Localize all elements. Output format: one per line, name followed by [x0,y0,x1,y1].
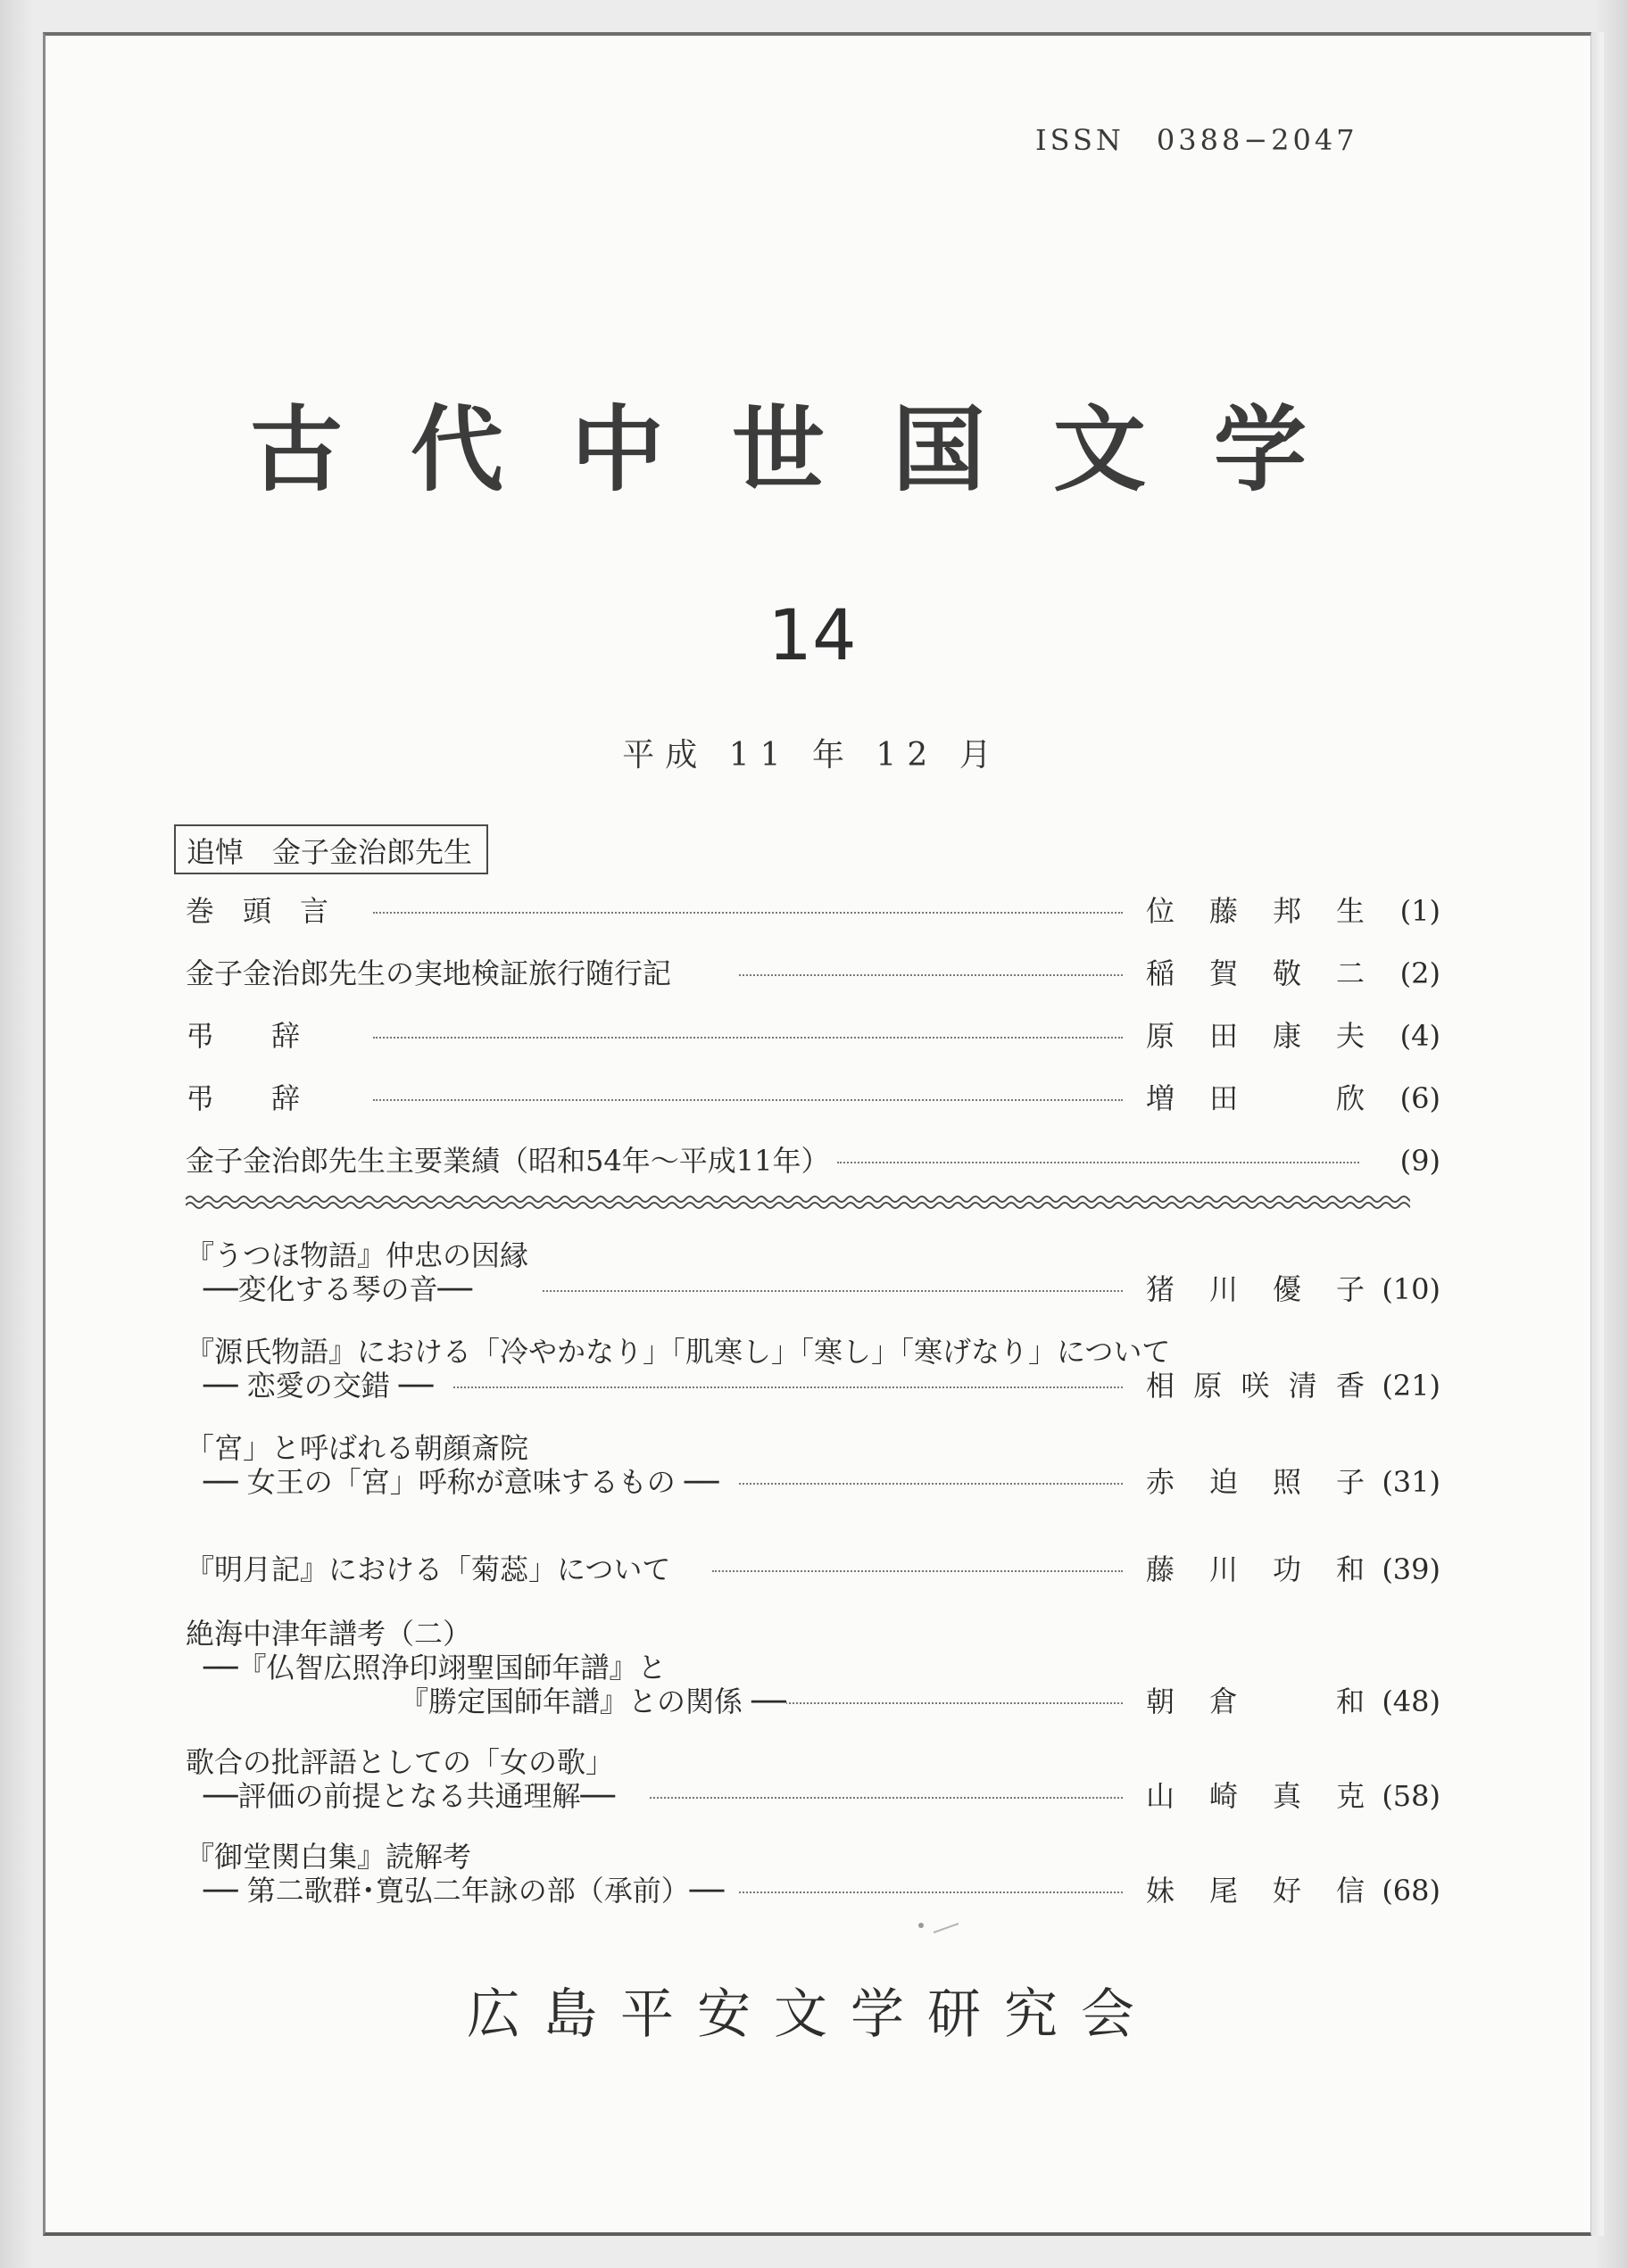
toc-entry [186,1081,1440,1115]
entry-page: (2) [1399,956,1440,990]
entry-title: 『源氏物語』における「冷やかなり」「肌寒し」「寒し」「寒げなり」について [186,1335,1171,1369]
toc-entry [186,1238,1440,1306]
entry-title: 『御堂関白集』読解考 [186,1840,472,1874]
leader-dots [712,1570,1123,1572]
entry-author: 原 田 康 夫 [1146,1019,1365,1053]
entry-title: 金子金治郎先生の実地検証旅行随行記 [186,956,672,990]
volume-number: 14 [768,596,857,676]
entry-author: 猪 川 優 子 [1146,1272,1365,1306]
page-edge [1591,32,1604,2236]
leader-dots [775,1702,1123,1704]
entry-title: 弔 辞 [186,1019,301,1053]
memorial-section-heading: 追悼 金子金治郎先生 [174,824,488,874]
entry-author: 増 田 欣 [1146,1081,1365,1115]
entry-author: 藤 川 功 和 [1146,1552,1365,1586]
issn-number: ISSN 0388−2047 [1035,123,1358,157]
leader-dots [543,1290,1123,1292]
journal-title: 古代中世国文学 [249,395,1374,504]
entry-page: (31) [1382,1465,1440,1499]
leader-dots [453,1386,1123,1388]
entry-subtitle: ── 第二歌群･寛弘二年詠の部（承前）── [203,1874,725,1908]
entry-page: (9) [1399,1144,1440,1178]
entry-author: 相 原 咲 清 香 [1146,1369,1365,1403]
toc-entry [186,1335,1440,1403]
leader-dots [373,912,1123,914]
entry-subtitle: ──『仏智広照浄印翊聖国師年譜』と [203,1651,667,1684]
entry-title: 弔 辞 [186,1081,301,1115]
entry-subtitle: ── 恋愛の交錯 ── [203,1369,434,1403]
scan-mark [917,1918,962,1936]
entry-author: 稲 賀 敬 二 [1146,956,1365,990]
toc-entry [186,1431,1440,1499]
entry-page: (4) [1399,1019,1440,1053]
entry-author: 妹 尾 好 信 [1146,1874,1365,1908]
wave-divider [186,1192,1410,1213]
entry-page: (48) [1382,1684,1440,1718]
entry-title: 巻 頭 言 [186,894,329,928]
entry-author: 山 崎 真 克 [1146,1779,1365,1813]
toc-entry [186,1840,1440,1908]
leader-dots [739,1891,1123,1893]
entry-title: 「宮」と呼ばれる朝顔斎院 [186,1431,529,1465]
entry-subtitle: 『勝定国師年譜』との関係 ── [400,1684,786,1718]
toc-entry [186,1144,1440,1178]
entry-page: (68) [1382,1874,1440,1908]
leader-dots [837,1162,1359,1163]
toc-entry [186,1552,1440,1586]
entry-title: 絶海中津年譜考（二） [186,1617,472,1651]
publication-date: 平成 11 年 12 月 [622,737,1002,774]
entry-title: 歌合の批評語としての「女の歌」 [186,1745,615,1779]
toc-entry [186,1019,1440,1053]
entry-page: (21) [1382,1369,1440,1403]
leader-dots [650,1797,1123,1799]
entry-page: (58) [1382,1779,1440,1813]
entry-page: (39) [1382,1552,1440,1586]
leader-dots [373,1037,1123,1039]
toc-entry [186,894,1440,928]
leader-dots [739,974,1123,976]
entry-author: 位 藤 邦 生 [1146,894,1365,928]
toc-entry [186,1617,1440,1718]
leader-dots [373,1099,1123,1101]
entry-title: 金子金治郎先生主要業績（昭和54年〜平成11年） [186,1144,830,1178]
leader-dots [739,1483,1123,1485]
entry-title: 『明月記』における「菊蕊」について [186,1552,671,1586]
entry-author: 赤 迫 照 子 [1146,1465,1365,1499]
entry-page: (10) [1382,1272,1440,1306]
entry-subtitle: ──変化する琴の音── [203,1272,473,1306]
publisher-name: 広島平安文学研究会 [467,1983,1158,2046]
entry-subtitle: ──評価の前提となる共通理解── [203,1779,616,1813]
entry-title: 『うつほ物語』仲忠の因縁 [186,1238,529,1272]
entry-subtitle: ── 女王の「宮」呼称が意味するもの ── [203,1465,719,1499]
entry-page: (6) [1399,1081,1440,1115]
entry-page: (1) [1399,894,1440,928]
toc-entry [186,1745,1440,1813]
toc-entry [186,956,1440,990]
entry-author: 朝 倉 和 [1146,1684,1365,1718]
